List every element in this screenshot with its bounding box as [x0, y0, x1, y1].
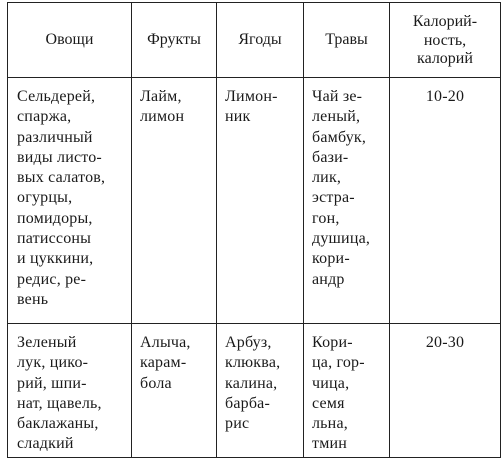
cell-vegetables: Зеленый лук, цико- рий, шпи- нат, щавель, баклажаны, сладкий	[8, 324, 132, 458]
cell-herbs: Чай зе- леный, бамбук, бази- лик, эстра- гон, душица, кори- андр	[304, 78, 390, 324]
table-header-row	[8, 3, 501, 78]
header-herbs: Травы	[304, 3, 390, 78]
cell-calories: 10-20	[390, 78, 501, 324]
header-vegetables: Овощи	[8, 3, 132, 78]
header-berries: Ягоды	[217, 3, 304, 78]
table-row	[8, 78, 501, 324]
cell-berries: Арбуз, клюква, калина, барба- рис	[217, 324, 304, 458]
cell-fruits: Лайм, лимон	[132, 78, 217, 324]
cell-fruits: Алыча, карам- бола	[132, 324, 217, 458]
cell-berries: Лимон- ник	[217, 78, 304, 324]
cell-calories: 20-30	[390, 324, 501, 458]
calorie-table	[7, 2, 501, 458]
header-fruits: Фрукты	[132, 3, 217, 78]
table-row	[8, 324, 501, 458]
calorie-table-container	[7, 2, 500, 458]
cell-herbs: Кори- ца, гор- чица, семя льна, тмин	[304, 324, 390, 458]
cell-vegetables: Сельдерей, спаржа, различный виды листо- вых салатов, огурцы, помидоры, патиссоны и цуккини, редис, ре- вень	[8, 78, 132, 324]
header-calories: Калорий- ность, калорий	[390, 3, 501, 78]
